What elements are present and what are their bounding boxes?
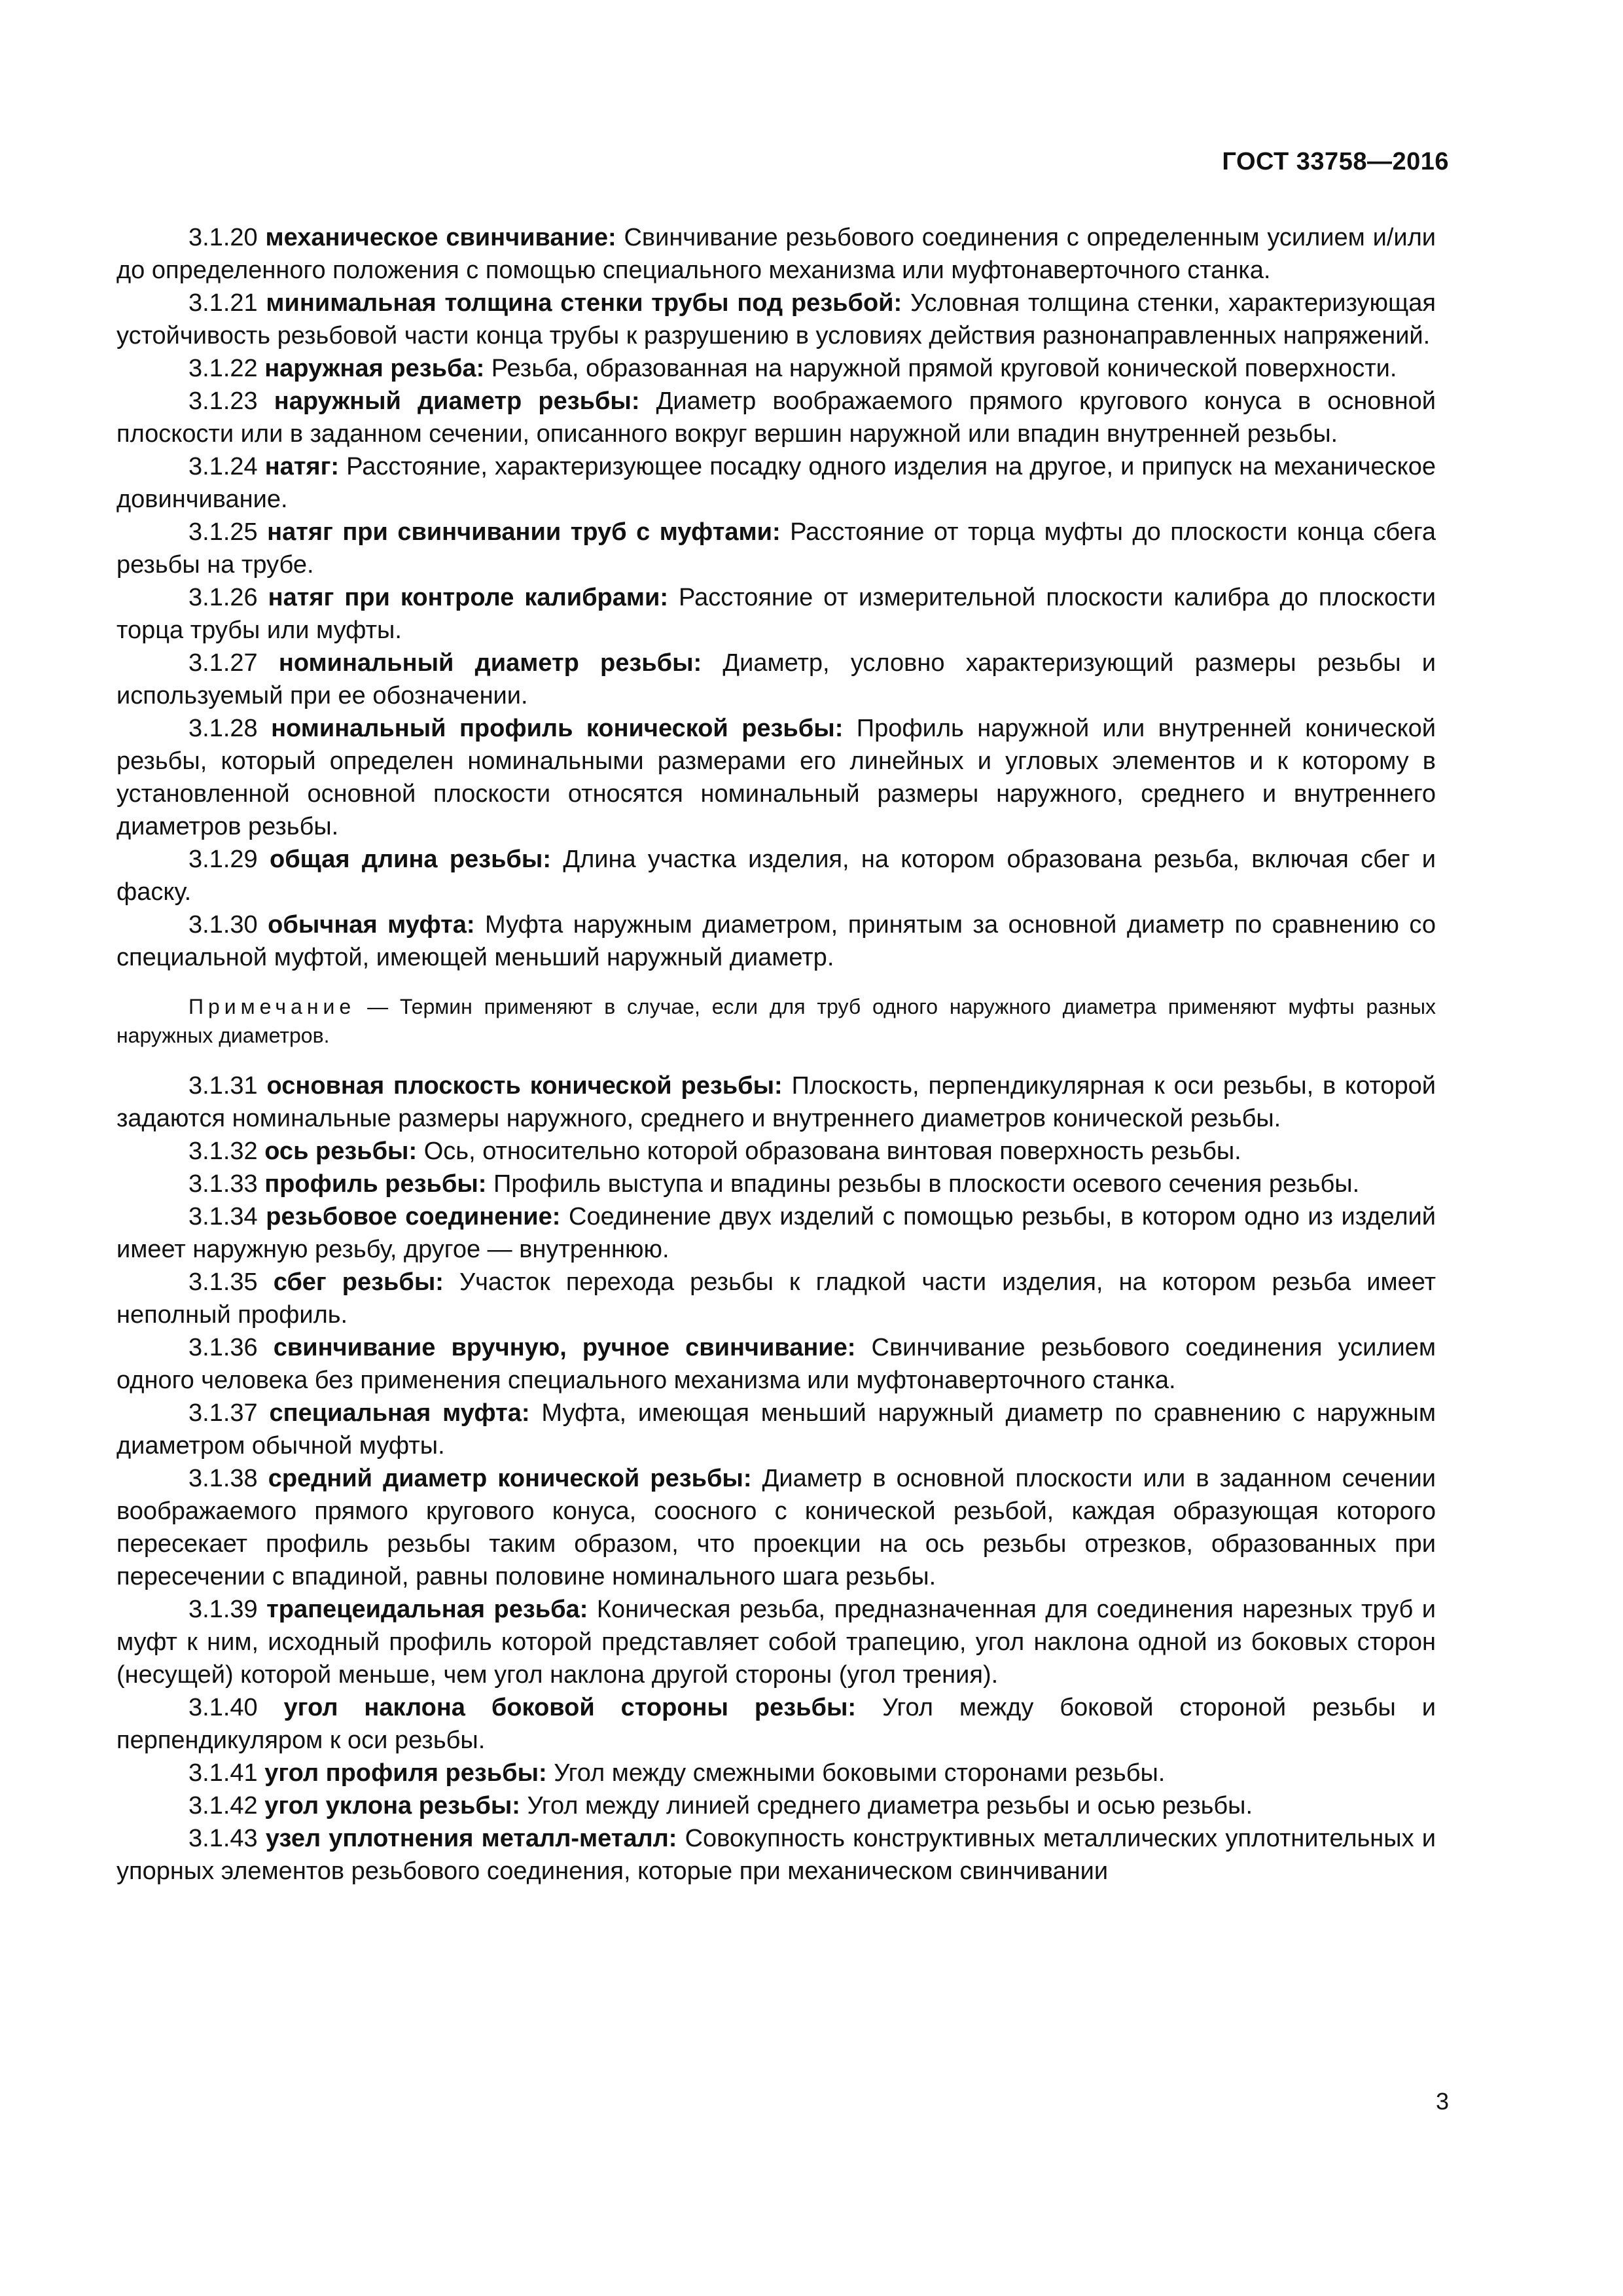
- definition-number: 3.1.29: [188, 846, 258, 873]
- definition-term: угол уклона резьбы:: [264, 1792, 520, 1820]
- definition-term: натяг при контроле калибрами:: [268, 584, 669, 611]
- definition-term: профиль резьбы:: [264, 1170, 487, 1198]
- definition-text: Диаметр в основной плоскости или в заданном сечении воображаемого прямого кругового конуса, соосного с конической резьбой, каждая образующая которого пересекает профиль резьбы таким образом, что проекции на ось резьбы отрезков, образованных при пересечении с впадиной, равны половине номинального шага резьбы.: [116, 1465, 1436, 1590]
- definition-term: ось резьбы:: [264, 1138, 418, 1165]
- definition-term: минимальная толщина стенки трубы под резьбой:: [266, 289, 902, 317]
- definition-term: угол наклона боковой стороны резьбы:: [283, 1694, 857, 1721]
- definition-text: Муфта, имеющая меньший наружный диаметр по сравнению с наружным диаметром обычной муфты.: [116, 1399, 1436, 1460]
- definition-text: Плоскость, перпендикулярная к оси резьбы, в которой задаются номинальные размеры наружного, среднего и внутреннего диаметров конической резьбы.: [116, 1072, 1436, 1132]
- definition-number: 3.1.28: [188, 715, 258, 742]
- definition-number: 3.1.32: [188, 1138, 258, 1165]
- definition-item: [116, 647, 1436, 712]
- definition-item: [116, 843, 1436, 908]
- definition-text: Диаметр, условно характеризующий размеры резьбы и используемый при ее обозначении.: [116, 649, 1436, 709]
- definition-text: Муфта наружным диаметром, принятым за основной диаметр по сравнению со специальной муфтой, имеющей меньший наружный диаметр.: [116, 911, 1436, 971]
- definition-text: Диаметр воображаемого прямого кругового конуса в основной плоскости или в заданном сечении, описанного вокруг вершин наружной или впадин внутренней резьбы.: [116, 387, 1436, 448]
- definition-term: обычная муфта:: [268, 911, 475, 939]
- definition-item: [116, 1135, 1436, 1168]
- definition-item: [116, 1757, 1436, 1789]
- definition-number: 3.1.40: [188, 1694, 258, 1721]
- definition-text: Угол между смежными боковыми сторонами резьбы.: [554, 1759, 1166, 1787]
- definition-text: Угол между боковой стороной резьбы и перпендикуляром к оси резьбы.: [116, 1694, 1436, 1754]
- definition-number: 3.1.41: [188, 1759, 258, 1787]
- definition-term: номинальный профиль конической резьбы:: [271, 715, 844, 742]
- definition-text: Резьба, образованная на наружной прямой круговой конической поверхности.: [491, 355, 1397, 382]
- definition-term: сбег резьбы:: [273, 1268, 444, 1296]
- definition-term: общая длина резьбы:: [269, 846, 552, 873]
- definition-item: [116, 221, 1436, 287]
- definition-term: наружная резьба:: [264, 355, 485, 382]
- definitions-group-a: [116, 221, 1436, 974]
- definition-number: 3.1.39: [188, 1596, 258, 1623]
- definition-number: 3.1.34: [188, 1203, 258, 1230]
- definition-item: [116, 287, 1436, 352]
- definitions-body: [116, 221, 1436, 1888]
- definition-text: Профиль наружной или внутренней конической резьбы, который определен номинальными размерами его линейных и угловых элементов и к которому в установленной основной плоскости относятся номинальный размеры наружного, среднего и внутреннего диаметров резьбы.: [116, 715, 1436, 840]
- definition-term: специальная муфта:: [269, 1399, 530, 1427]
- definition-number: 3.1.30: [188, 911, 258, 939]
- definition-item: [116, 1593, 1436, 1691]
- definition-number: 3.1.22: [188, 355, 258, 382]
- definition-item: [116, 712, 1436, 843]
- definition-text: Соединение двух изделий с помощью резьбы, в котором одно из изделий имеет наружную резьбу, другое — внутреннюю.: [116, 1203, 1436, 1263]
- note-label: Примечание: [188, 995, 356, 1018]
- definition-item: [116, 352, 1436, 385]
- definition-text: Коническая резьба, предназначенная для соединения нарезных труб и муфт к ним, исходный профиль которой представляет собой трапецию, угол наклона одной из боковых сторон (несущей) которой меньше, чем угол наклона другой стороны (угол трения).: [116, 1596, 1436, 1689]
- definition-text: Расстояние, характеризующее посадку одного изделия на другое, и припуск на механическое довинчивание.: [116, 453, 1436, 513]
- definition-term: узел уплотнения металл-металл:: [265, 1825, 677, 1852]
- definition-term: номинальный диаметр резьбы:: [278, 649, 702, 677]
- definition-item: [116, 516, 1436, 581]
- definition-number: 3.1.27: [188, 649, 258, 677]
- definition-number: 3.1.37: [188, 1399, 258, 1427]
- definition-term: наружный диаметр резьбы:: [274, 387, 640, 415]
- definition-item: [116, 450, 1436, 516]
- definition-term: трапецеидальная резьба:: [266, 1596, 588, 1623]
- definition-term: средний диаметр конической резьбы:: [268, 1465, 752, 1492]
- definition-number: 3.1.21: [188, 289, 258, 317]
- note-text: — Термин применяют в случае, если для труб одного наружного диаметра применяют муфты разных наружных диаметров.: [116, 995, 1436, 1047]
- definition-number: 3.1.25: [188, 518, 258, 546]
- definition-item: [116, 385, 1436, 450]
- note: [116, 992, 1436, 1050]
- definition-term: резьбовое соединение:: [266, 1203, 561, 1230]
- definition-text: Профиль выступа и впадины резьбы в плоскости осевого сечения резьбы.: [493, 1170, 1360, 1198]
- page-number: 3: [1435, 2088, 1449, 2115]
- definition-term: основная плоскость конической резьбы:: [266, 1072, 783, 1100]
- definitions-group-b: [116, 1069, 1436, 1888]
- definition-text: Свинчивание резьбового соединения усилием одного человека без применения специального механизма или муфтонаверточного станка.: [116, 1334, 1436, 1394]
- definition-term: свинчивание вручную, ручное свинчивание:: [273, 1334, 856, 1361]
- definition-item: [116, 1200, 1436, 1266]
- definition-number: 3.1.31: [188, 1072, 258, 1100]
- definition-item: [116, 1397, 1436, 1462]
- definition-number: 3.1.35: [188, 1268, 258, 1296]
- definition-number: 3.1.36: [188, 1334, 258, 1361]
- definition-item: [116, 908, 1436, 974]
- definition-text: Ось, относительно которой образована винтовая поверхность резьбы.: [423, 1138, 1241, 1165]
- definition-item: [116, 1069, 1436, 1135]
- definition-number: 3.1.20: [188, 224, 258, 251]
- definition-term: натяг при свинчивании труб с муфтами:: [267, 518, 781, 546]
- definition-number: 3.1.23: [188, 387, 258, 415]
- definition-number: 3.1.43: [188, 1825, 258, 1852]
- definition-text: Участок перехода резьбы к гладкой части изделия, на котором резьба имеет неполный профиль.: [116, 1268, 1436, 1329]
- definition-item: [116, 1266, 1436, 1331]
- definition-number: 3.1.26: [188, 584, 258, 611]
- definition-text: Длина участка изделия, на котором образована резьба, включая сбег и фаску.: [116, 846, 1436, 906]
- definition-item: [116, 581, 1436, 647]
- definition-item: [116, 1691, 1436, 1757]
- definition-text: Совокупность конструктивных металлических уплотнительных и упорных элементов резьбового соединения, которые при механическом свинчивании: [116, 1825, 1436, 1885]
- definition-text: Условная толщина стенки, характеризующая устойчивость резьбовой части конца трубы к разрушению в условиях действия разнонаправленных напряжений.: [116, 289, 1436, 350]
- definition-term: механическое свинчивание:: [265, 224, 616, 251]
- definition-text: Свинчивание резьбового соединения с определенным усилием и/или до определенного положения с помощью специального механизма или муфтонаверточного станка.: [116, 224, 1436, 284]
- definition-number: 3.1.24: [188, 453, 258, 480]
- definition-number: 3.1.33: [188, 1170, 258, 1198]
- standard-code: ГОСТ 33758—2016: [1222, 148, 1449, 175]
- definition-number: 3.1.42: [188, 1792, 258, 1820]
- definition-item: [116, 1331, 1436, 1397]
- definition-text: Расстояние от торца муфты до плоскости конца сбега резьбы на трубе.: [116, 518, 1436, 579]
- definition-item: [116, 1789, 1436, 1822]
- definition-term: угол профиля резьбы:: [264, 1759, 547, 1787]
- definition-item: [116, 1462, 1436, 1593]
- definition-item: [116, 1822, 1436, 1888]
- definition-item: [116, 1168, 1436, 1200]
- definition-text: Угол между линией среднего диаметра резьбы и осью резьбы.: [527, 1792, 1253, 1820]
- definition-text: Расстояние от измерительной плоскости калибра до плоскости торца трубы или муфты.: [116, 584, 1436, 644]
- definition-term: натяг:: [264, 453, 340, 480]
- definition-number: 3.1.38: [188, 1465, 258, 1492]
